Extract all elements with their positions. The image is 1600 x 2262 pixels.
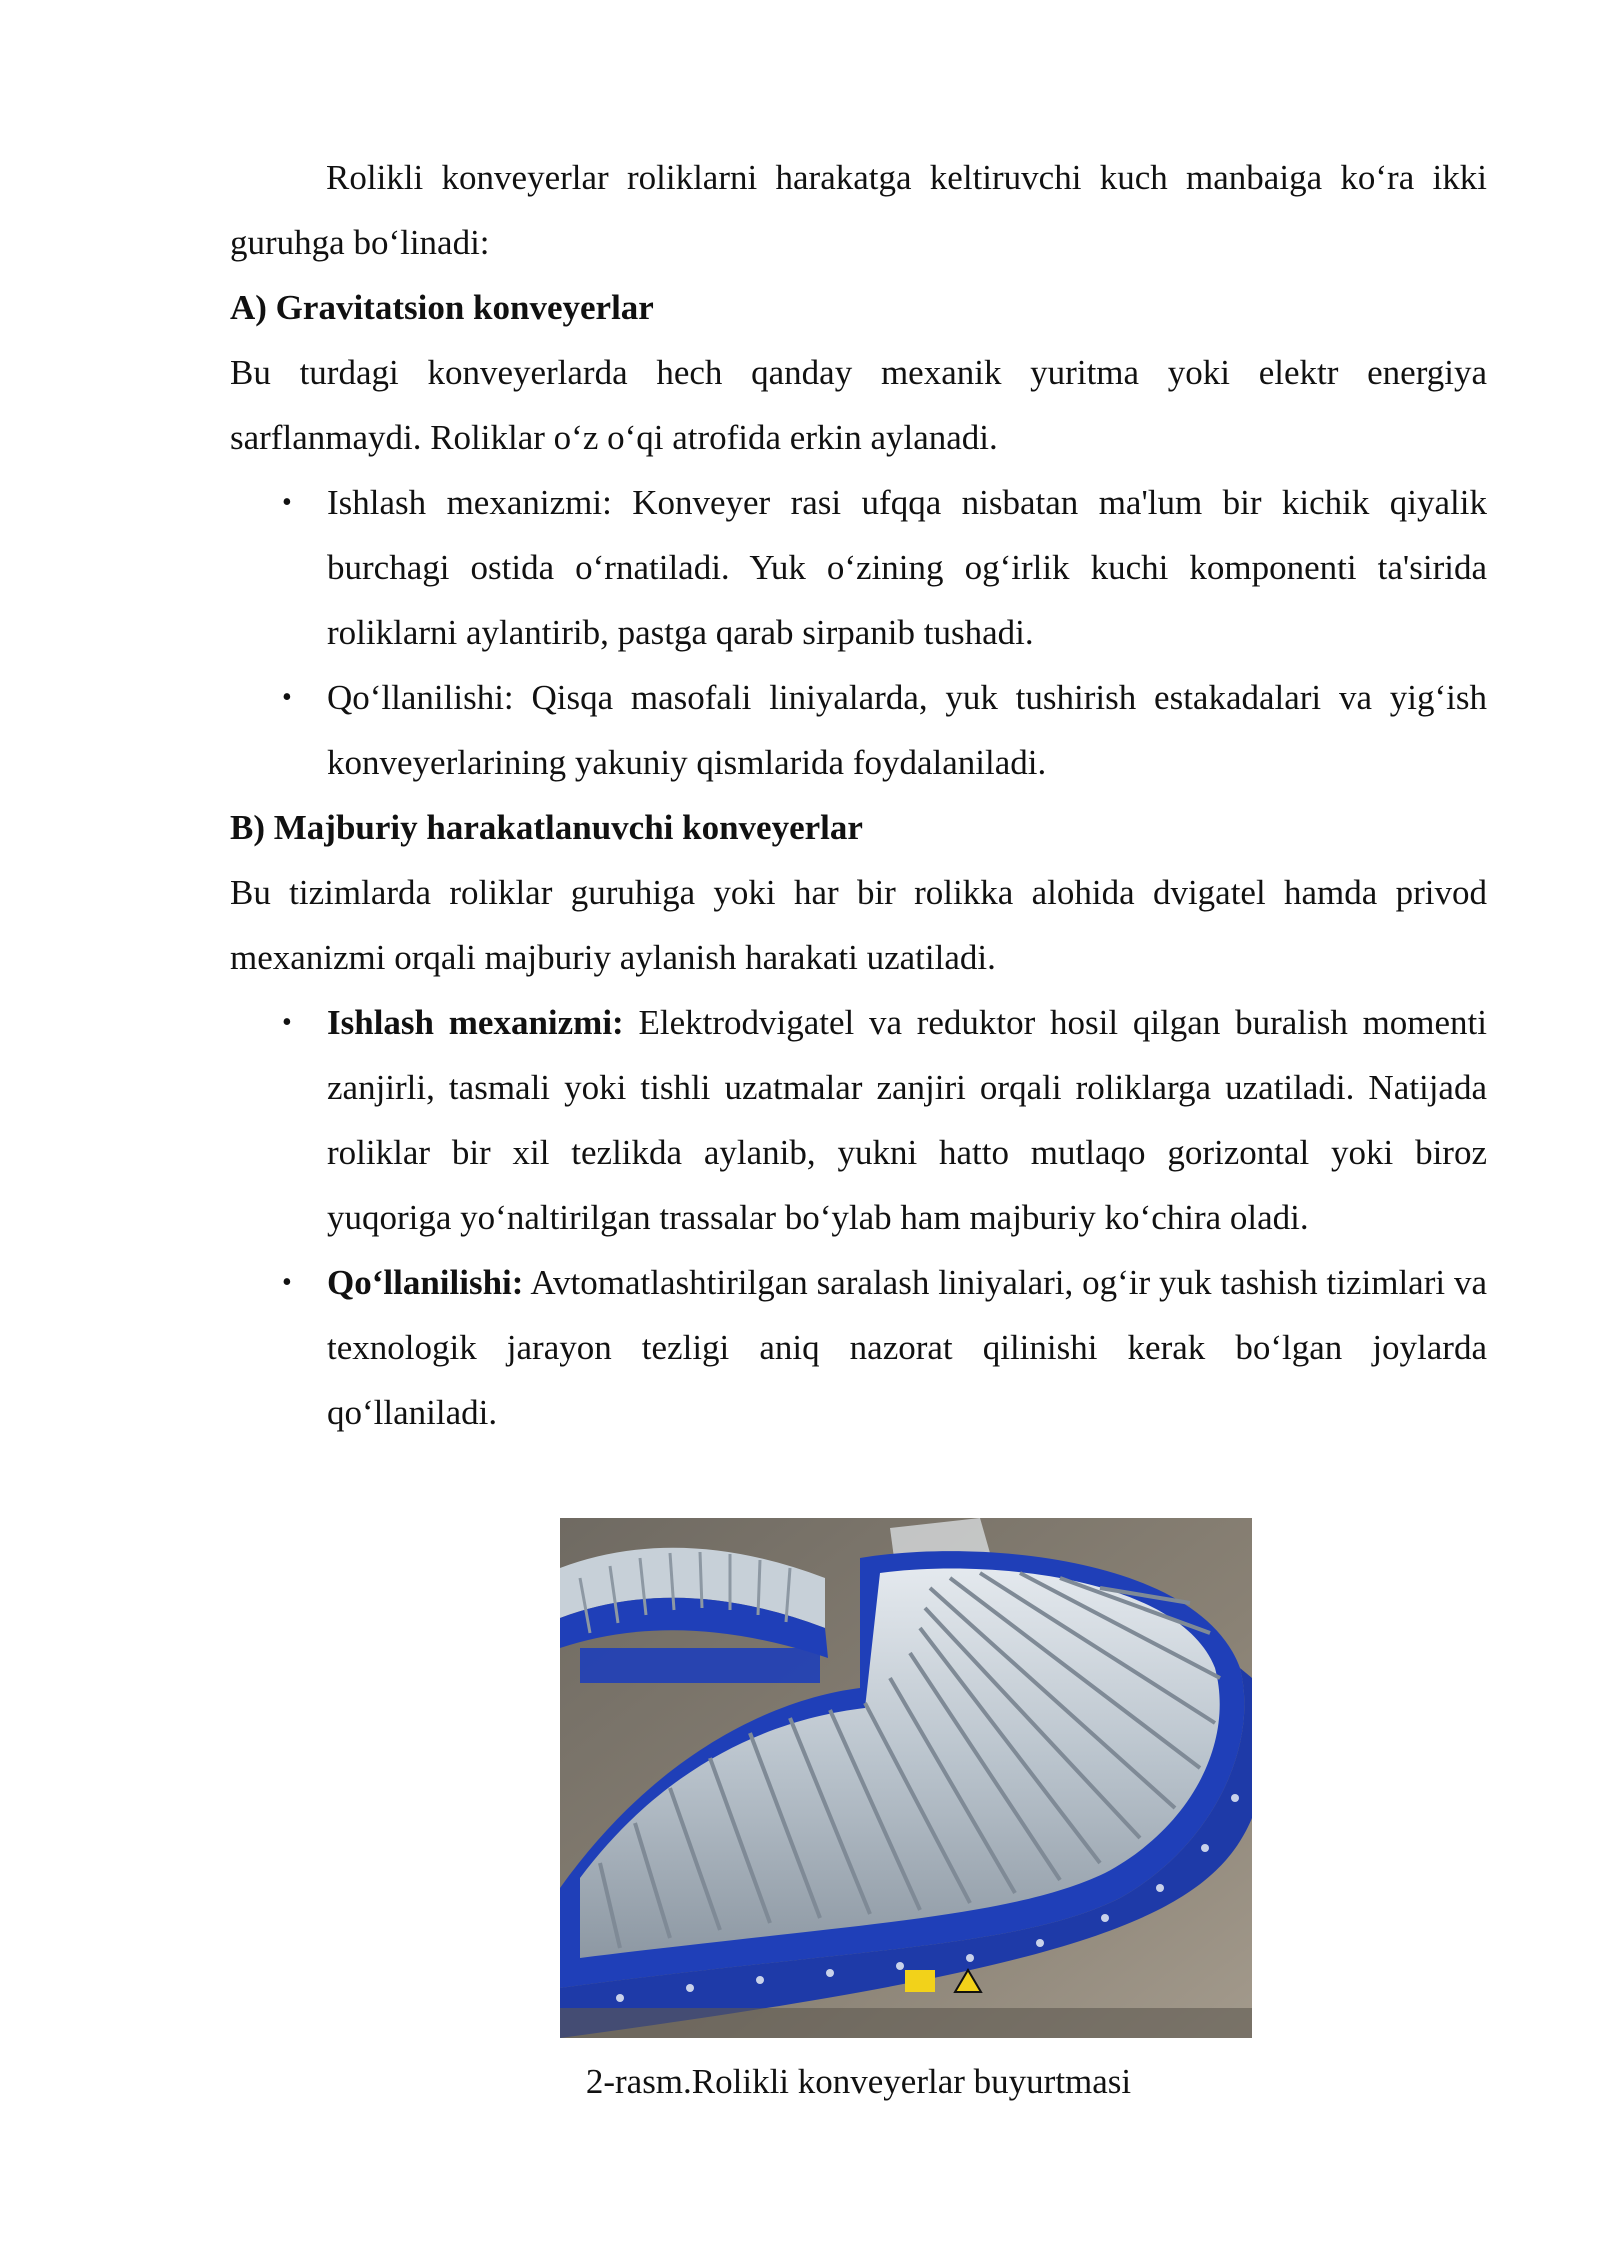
list-item-text: Avtomatlashtirilgan saralash liniyalari, ogʻir yuk tashish tizimlari va texnologik jarayon tezligi aniq nazorat qilinishi kerak boʻlgan joylarda qoʻllaniladi. — [327, 1263, 1487, 1432]
list-item — [230, 470, 1487, 665]
list-item-text: Ishlash mexanizmi: Konveyer rasi ufqqa nisbatan ma'lum bir kichik qiyalik burchagi ostida oʻrnatiladi. Yuk oʻzining ogʻirlik kuchi komponenti ta'sirida roliklarni aylantirib, pastga qarab sirpanib tushadi. — [327, 483, 1487, 652]
list-item-label: Qoʻllanilishi: — [327, 1263, 524, 1302]
roller-conveyor-photo — [560, 1518, 1252, 2038]
section-a-paragraph: Bu turdagi konveyerlarda hech qanday mexanik yuritma yoki elektr energiya sarflanmaydi. Roliklar oʻz oʻqi atrofida erkin aylanadi. — [230, 353, 1487, 457]
list-item-text: Qoʻllanilishi: Qisqa masofali liniyalarda, yuk tushirish estakadalari va yigʻish konveyerlarining yakuniy qismlarida foydalaniladi. — [327, 678, 1487, 782]
section-b-paragraph: Bu tizimlarda roliklar guruhiga yoki har bir rolikka alohida dvigatel hamda privod mexanizmi orqali majburiy aylanish harakati uzatiladi. — [230, 873, 1487, 977]
warning-label — [905, 1970, 935, 1992]
list-item-label: Ishlash mexanizmi: — [327, 1003, 624, 1042]
section-a-bullet-list — [230, 470, 1487, 795]
bullet-icon: • — [282, 1267, 292, 1298]
figure-caption: 2-rasm.Rolikli konveyerlar buyurtmasi — [585, 2062, 1132, 2101]
left-conveyor-section — [560, 1548, 828, 1683]
section-b-bullet-list — [230, 990, 1487, 1445]
document-body — [230, 145, 1487, 1445]
list-item — [230, 1250, 1487, 1445]
floor-shadow — [560, 2008, 1252, 2038]
bullet-icon: • — [282, 487, 292, 518]
section-a-heading: A) Gravitatsion konveyerlar — [230, 288, 654, 327]
section-b-heading: B) Majburiy harakatlanuvchi konveyerlar — [230, 808, 863, 847]
intro-paragraph: Rolikli konveyerlar roliklarni harakatga keltiruvchi kuch manbaiga koʻra ikki guruhga boʻlinadi: — [230, 158, 1487, 262]
list-item — [230, 665, 1487, 795]
bullet-icon: • — [282, 1007, 292, 1038]
list-item — [230, 990, 1487, 1250]
bullet-icon: • — [282, 682, 292, 713]
list-item-text: Elektrodvigatel va reduktor hosil qilgan buralish momenti zanjirli, tasmali yoki tishli uzatmalar zanjiri orqali roliklarga uzatiladi. Natijada roliklar bir xil tezlikda aylanib, yukni hatto mutlaqo gorizontal yoki biroz yuqoriga yoʻnaltirilgan trassalar boʻylab ham majburiy koʻchira oladi. — [327, 1003, 1488, 1237]
